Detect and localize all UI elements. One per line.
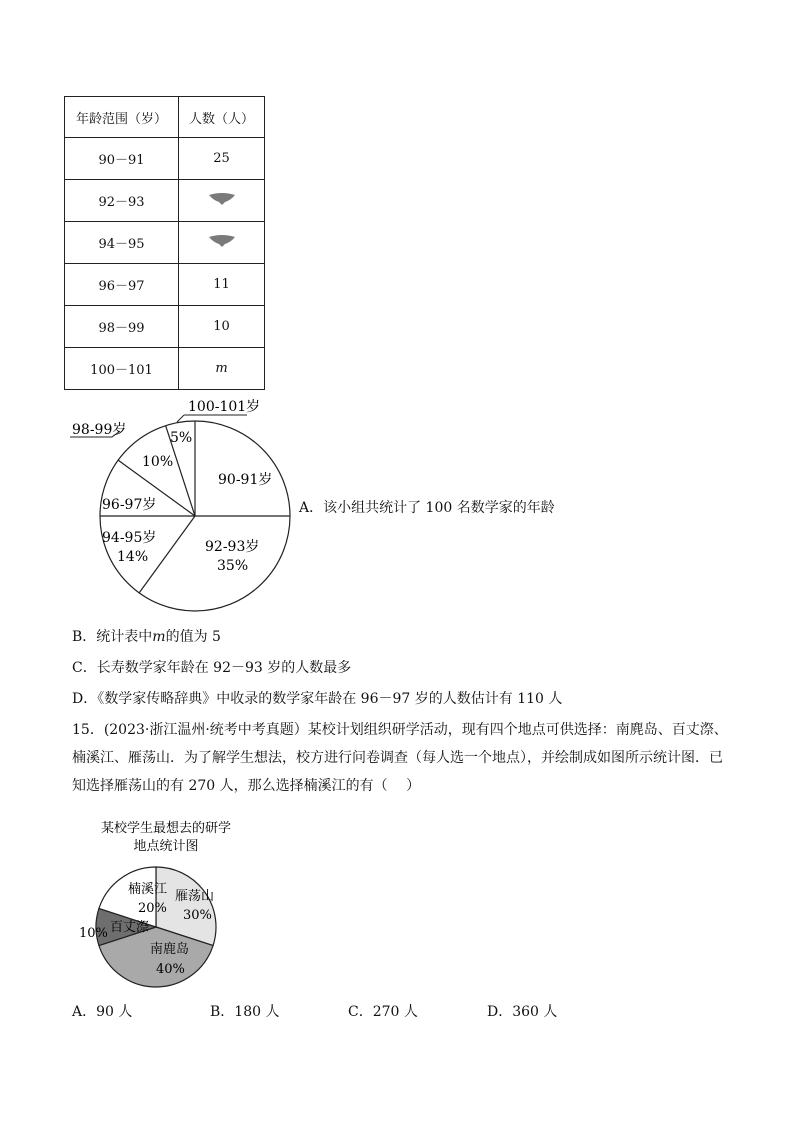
pie1-label-98-99: 98-99岁 — [72, 422, 127, 438]
q15-option-c: C．270 人 — [348, 1004, 418, 1020]
age-table — [64, 96, 265, 390]
table-header-count: 人数（人） — [179, 97, 265, 138]
table-cell-range: 90－91 — [65, 138, 179, 180]
pie2-label-baizhang: 百丈漈 — [110, 920, 150, 935]
table-cell-obscured — [179, 222, 265, 264]
pie2-pct-yandang: 30% — [183, 908, 212, 923]
table-cell-count: 10 — [179, 306, 265, 348]
table-cell-range: 94－95 — [65, 222, 179, 264]
pie2-pct-baizhang: 10% — [79, 926, 108, 941]
q14-option-d: D．《数学家传略辞典》中收录的数学家年龄在 96－97 岁的人数估计有 110 人 — [72, 691, 563, 707]
q14-option-b: B．统计表中m的值为 5 — [72, 629, 221, 645]
trip-pie-chart — [76, 816, 256, 991]
leader-line-100-101-b — [177, 415, 184, 422]
ink-blot-icon — [207, 192, 237, 206]
pie2-label-nanxi: 楠溪江 — [128, 882, 168, 897]
table-cell-count: 25 — [179, 138, 265, 180]
table-cell-range: 98－99 — [65, 306, 179, 348]
pie1-label-96-97: 96-97岁 — [102, 497, 157, 513]
pie1-pct-94-95: 14% — [117, 549, 149, 565]
pie1-label-94-95: 94-95岁 — [102, 530, 157, 546]
pie1-label-92-93: 92-93岁 — [205, 539, 260, 555]
ink-blot-icon — [207, 234, 237, 248]
table-cell-obscured — [179, 180, 265, 222]
table-cell-count: 11 — [179, 264, 265, 306]
table-header-age: 年龄范围（岁） — [65, 97, 179, 138]
q14-option-a: A．该小组共统计了 100 名数学家的年龄 — [299, 500, 555, 516]
pie1-label-100-101: 100-101岁 — [188, 399, 261, 415]
q15-option-a: A．90 人 — [72, 1004, 133, 1020]
q15-option-b: B．180 人 — [210, 1004, 280, 1020]
pie2-label-nanlu: 南鹿岛 — [150, 942, 190, 957]
pie2-title-line2: 地点统计图 — [133, 839, 199, 854]
pie1-pct-98-99: 10% — [142, 454, 174, 470]
table-cell-range: 92－93 — [65, 180, 179, 222]
table-cell-count: m — [179, 348, 265, 390]
q15-option-d: D．360 人 — [487, 1004, 558, 1020]
age-pie-chart — [60, 395, 300, 620]
pie2-title-line1: 某校学生最想去的研学 — [100, 821, 232, 836]
q15-stem: 15．(2023·浙江温州·统考中考真题）某校计划组织研学活动，现有四个地点可供选择：南麂岛、百丈漈、 楠溪江、雁荡山．为了解学生想法，校方进行问卷调查（每人选一个地点），并绘制成如图所示统计图．已 知选择雁荡山的有 270 人，那么选择楠溪江的有（ ） — [72, 722, 728, 794]
pie1-label-90-91: 90-91岁 — [218, 472, 273, 488]
table-cell-range: 96－97 — [65, 264, 179, 306]
pie2-pct-nanlu: 40% — [156, 962, 185, 977]
pie1-pct-92-93: 35% — [217, 558, 249, 574]
pie2-label-yandang: 雁荡山 — [175, 889, 215, 904]
table-cell-range: 100－101 — [65, 348, 179, 390]
pie1-pct-100-101: 5% — [170, 430, 193, 446]
q14-option-c: C．长寿数学家年龄在 92－93 岁的人数最多 — [72, 660, 352, 676]
pie2-pct-nanxi: 20% — [138, 901, 167, 916]
